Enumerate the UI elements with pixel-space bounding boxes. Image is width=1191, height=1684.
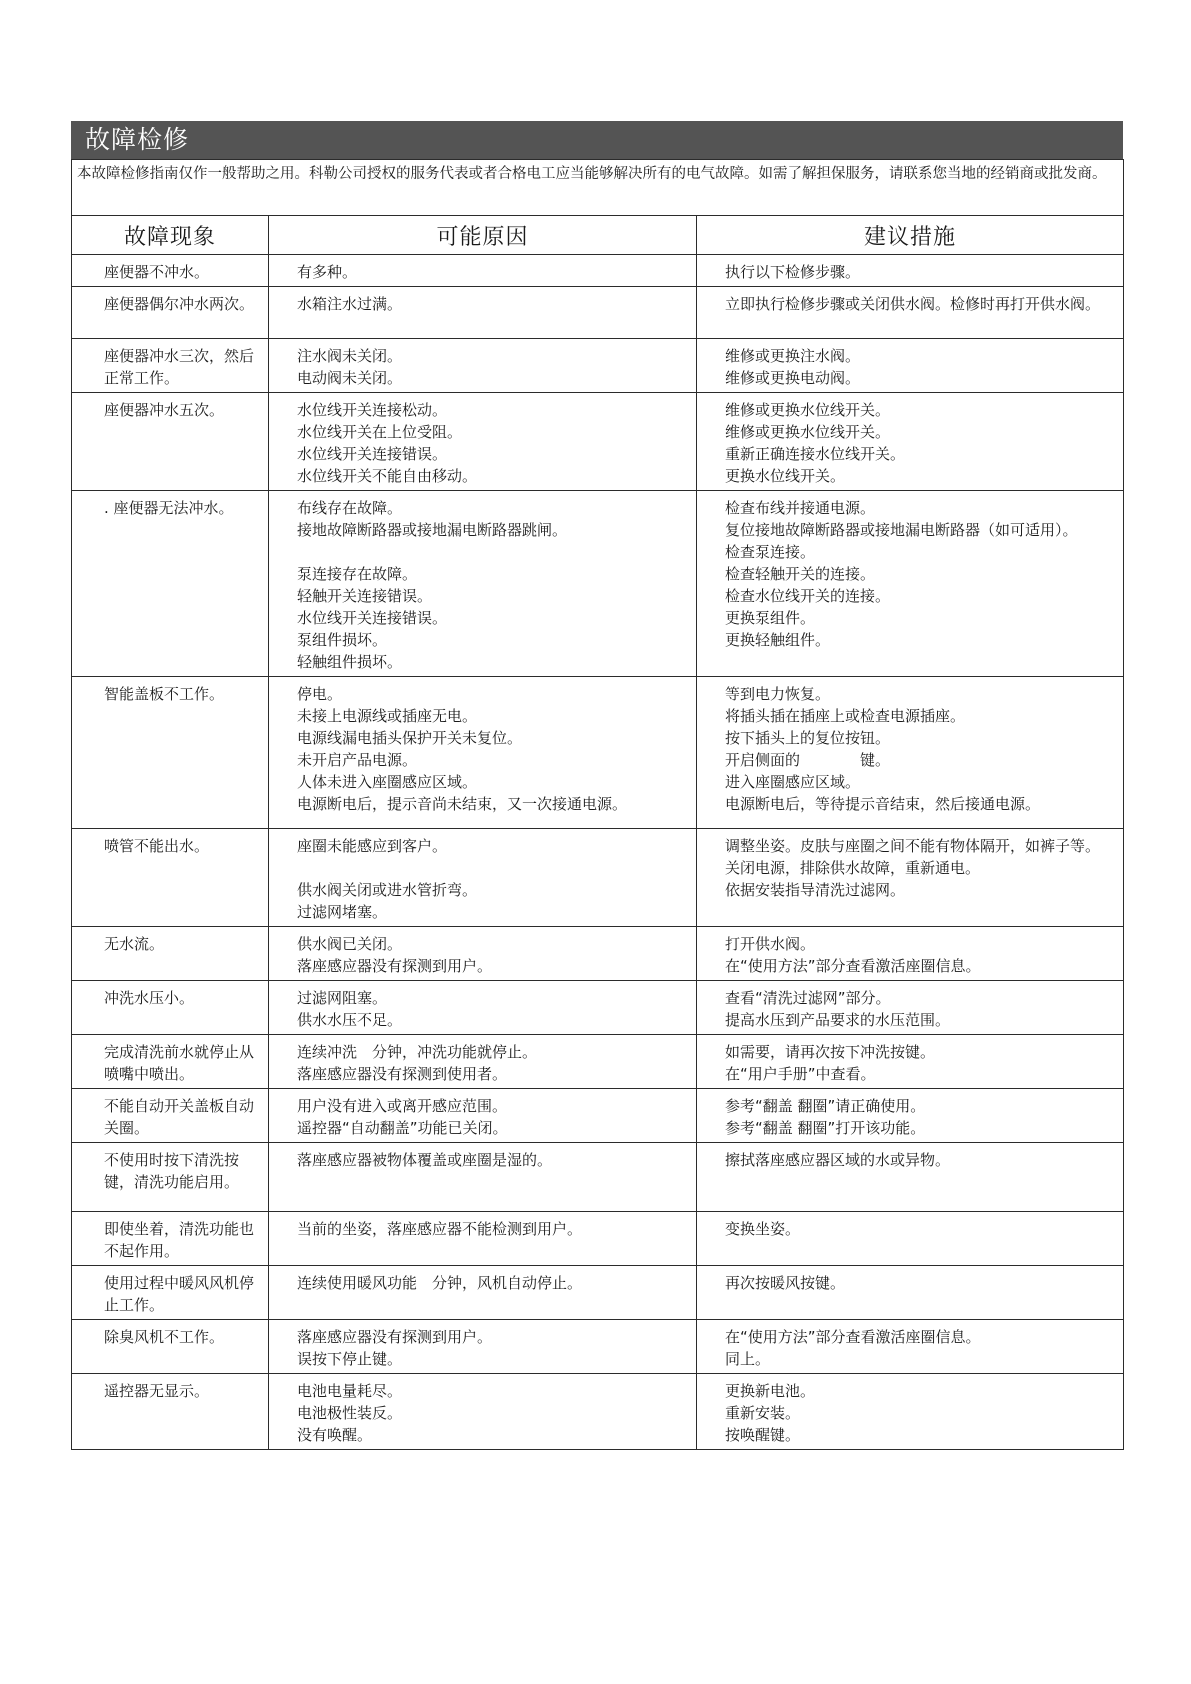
symptom-text: 座便器偶尔冲水两次。 bbox=[104, 295, 255, 313]
cause-line: 过滤网堵塞。 bbox=[297, 903, 388, 921]
cell-cause bbox=[269, 927, 697, 981]
header-cause: 可能原因 bbox=[269, 216, 697, 255]
table-row bbox=[72, 255, 1124, 287]
cell-symptom bbox=[72, 1266, 269, 1320]
table-row bbox=[72, 1089, 1124, 1143]
cell-cause bbox=[269, 1320, 697, 1374]
cell-symptom bbox=[72, 1143, 269, 1212]
table-row bbox=[72, 1035, 1124, 1089]
action-line: 维修或更换水位线开关。 bbox=[725, 401, 891, 419]
cause-line: 注水阀未关闭。 bbox=[297, 347, 403, 365]
cause-line: 水位线开关在上位受阻。 bbox=[297, 423, 463, 441]
cause-line: 电池电量耗尽。 bbox=[297, 1382, 403, 1400]
cause-line: 过滤网阻塞。 bbox=[297, 989, 388, 1007]
cell-symptom bbox=[72, 1212, 269, 1266]
cell-cause bbox=[269, 1374, 697, 1450]
cause-line: 电源断电后，提示音尚未结束，又一次接通电源。 bbox=[297, 795, 628, 813]
cause-line: 电源线漏电插头保护开关未复位。 bbox=[297, 729, 523, 747]
troubleshooting-section bbox=[71, 121, 1123, 1450]
cell-symptom bbox=[72, 255, 269, 287]
cell-symptom bbox=[72, 1320, 269, 1374]
action-line: 检查泵连接。 bbox=[725, 543, 816, 561]
action-line: 再次按暖风按键。 bbox=[725, 1274, 846, 1292]
cause-line: 当前的坐姿，落座感应器不能检测到用户。 bbox=[297, 1220, 583, 1238]
symptom-text: 遥控器无显示。 bbox=[104, 1382, 210, 1400]
cell-cause bbox=[269, 1089, 697, 1143]
action-line: 同上。 bbox=[725, 1350, 771, 1368]
cell-cause bbox=[269, 1035, 697, 1089]
action-line: 将插头插在插座上或检查电源插座。 bbox=[725, 707, 966, 725]
cell-symptom bbox=[72, 981, 269, 1035]
table-row bbox=[72, 981, 1124, 1035]
cell-cause bbox=[269, 255, 697, 287]
cause-line: 电池极性装反。 bbox=[297, 1404, 403, 1422]
cause-line: 人体未进入座圈感应区域。 bbox=[297, 773, 478, 791]
table-row bbox=[72, 1143, 1124, 1212]
action-line: 关闭电源，排除供水故障，重新通电。 bbox=[725, 859, 981, 877]
action-line: 在“使用方法”部分查看激活座圈信息。 bbox=[725, 957, 981, 975]
symptom-text: 冲洗水压小。 bbox=[104, 989, 195, 1007]
cause-line: 水位线开关连接错误。 bbox=[297, 609, 448, 627]
cell-action bbox=[697, 1089, 1124, 1143]
action-line: 等到电力恢复。 bbox=[725, 685, 831, 703]
action-line: 更换新电池。 bbox=[725, 1382, 816, 1400]
action-line: 调整坐姿。皮肤与座圈之间不能有物体隔开，如裤子等。 bbox=[725, 837, 1101, 855]
cell-action bbox=[697, 1266, 1124, 1320]
cell-cause bbox=[269, 1212, 697, 1266]
cell-symptom bbox=[72, 491, 269, 677]
table-row bbox=[72, 677, 1124, 829]
cell-action bbox=[697, 1320, 1124, 1374]
symptom-text: 完成清洗前水就停止从喷嘴中喷出。 bbox=[104, 1043, 255, 1083]
cell-symptom bbox=[72, 1374, 269, 1450]
table-row bbox=[72, 1266, 1124, 1320]
action-line: 在“使用方法”部分查看激活座圈信息。 bbox=[725, 1328, 981, 1346]
action-line: 提高水压到产品要求的水压范围。 bbox=[725, 1011, 951, 1029]
cell-cause bbox=[269, 829, 697, 927]
cell-cause bbox=[269, 981, 697, 1035]
header-symptom: 故障现象 bbox=[72, 216, 269, 255]
cell-action bbox=[697, 981, 1124, 1035]
cell-action bbox=[697, 255, 1124, 287]
intro-text: 本故障检修指南仅作一般帮助之用。科勒公司授权的服务代表或者合格电工应当能够解决所有的电气故障。如需了解担保服务，请联系您当地的经销商或批发商。 bbox=[72, 160, 1124, 216]
action-line: 按唤醒键。 bbox=[725, 1426, 801, 1444]
symptom-text: 不能自动开关盖板自动关圈。 bbox=[104, 1097, 255, 1137]
action-line: 参考“翻盖 翻圈”打开该功能。 bbox=[725, 1119, 926, 1137]
cell-action bbox=[697, 829, 1124, 927]
symptom-text: 喷管不能出水。 bbox=[104, 837, 210, 855]
cause-line: 水位线开关不能自由移动。 bbox=[297, 467, 478, 485]
header-row bbox=[72, 216, 1124, 255]
table-row bbox=[72, 1320, 1124, 1374]
cell-symptom bbox=[72, 339, 269, 393]
action-line: 立即执行检修步骤或关闭供水阀。检修时再打开供水阀。 bbox=[725, 295, 1101, 313]
symptom-text: 座便器冲水五次。 bbox=[104, 401, 225, 419]
action-line: 维修或更换水位线开关。 bbox=[725, 423, 891, 441]
cause-line: 落座感应器没有探测到用户。 bbox=[297, 1328, 493, 1346]
cell-symptom bbox=[72, 927, 269, 981]
action-line: 检查轻触开关的连接。 bbox=[725, 565, 876, 583]
cause-line: 落座感应器被物体覆盖或座圈是湿的。 bbox=[297, 1151, 553, 1169]
action-line: 重新正确连接水位线开关。 bbox=[725, 445, 906, 463]
cell-cause bbox=[269, 287, 697, 339]
header-action: 建议措施 bbox=[697, 216, 1124, 255]
cause-line: 电动阀未关闭。 bbox=[297, 369, 403, 387]
cell-symptom bbox=[72, 829, 269, 927]
action-line: 维修或更换电动阀。 bbox=[725, 369, 861, 387]
cause-line: 水箱注水过满。 bbox=[297, 295, 403, 313]
table-row bbox=[72, 393, 1124, 491]
cause-line: 误按下停止键。 bbox=[297, 1350, 403, 1368]
cause-line: 供水水压不足。 bbox=[297, 1011, 403, 1029]
symptom-text: 即使坐着，清洗功能也不起作用。 bbox=[104, 1220, 255, 1260]
cell-symptom bbox=[72, 287, 269, 339]
action-line: 参考“翻盖 翻圈”请正确使用。 bbox=[725, 1097, 926, 1115]
cause-line: 泵组件损坏。 bbox=[297, 631, 388, 649]
cell-action bbox=[697, 677, 1124, 829]
action-line: 复位接地故障断路器或接地漏电断路器（如可适用）。 bbox=[725, 521, 1078, 539]
cell-action bbox=[697, 1035, 1124, 1089]
cause-line: 泵连接存在故障。 bbox=[297, 565, 418, 583]
spacer bbox=[297, 541, 688, 563]
cell-action bbox=[697, 1374, 1124, 1450]
cause-line: 遥控器“自动翻盖”功能已关闭。 bbox=[297, 1119, 508, 1137]
table-row bbox=[72, 491, 1124, 677]
action-line: 依据安装指导清洗过滤网。 bbox=[725, 881, 906, 899]
action-line: 开启侧面的 键。 bbox=[725, 751, 891, 769]
cell-cause bbox=[269, 677, 697, 829]
action-line: 维修或更换注水阀。 bbox=[725, 347, 861, 365]
table-row bbox=[72, 339, 1124, 393]
cell-action bbox=[697, 491, 1124, 677]
cell-action bbox=[697, 287, 1124, 339]
table-row bbox=[72, 927, 1124, 981]
cause-line: 轻触组件损坏。 bbox=[297, 653, 403, 671]
cell-action bbox=[697, 1212, 1124, 1266]
intro-row bbox=[72, 160, 1124, 216]
table-row bbox=[72, 829, 1124, 927]
action-line: 按下插头上的复位按钮。 bbox=[725, 729, 891, 747]
cell-action bbox=[697, 1143, 1124, 1212]
action-line: 更换轻触组件。 bbox=[725, 631, 831, 649]
action-line: 变换坐姿。 bbox=[725, 1220, 801, 1238]
cell-cause bbox=[269, 339, 697, 393]
action-line: 检查布线并接通电源。 bbox=[725, 499, 876, 517]
section-title: 故障检修 bbox=[71, 121, 1123, 159]
symptom-text: 座便器不冲水。 bbox=[104, 263, 210, 281]
cause-line: 落座感应器没有探测到使用者。 bbox=[297, 1065, 508, 1083]
cause-line: 连续冲洗 分钟，冲洗功能就停止。 bbox=[297, 1043, 538, 1061]
troubleshooting-table bbox=[71, 159, 1124, 1450]
cause-line: 未开启产品电源。 bbox=[297, 751, 418, 769]
cause-line: 有多种。 bbox=[297, 263, 358, 281]
cause-line: 水位线开关连接松动。 bbox=[297, 401, 448, 419]
symptom-text: 除臭风机不工作。 bbox=[104, 1328, 225, 1346]
cell-symptom bbox=[72, 393, 269, 491]
symptom-text: 智能盖板不工作。 bbox=[104, 685, 225, 703]
table-row bbox=[72, 287, 1124, 339]
cause-line: 没有唤醒。 bbox=[297, 1426, 373, 1444]
cause-line: 供水阀已关闭。 bbox=[297, 935, 403, 953]
cause-line: 未接上电源线或插座无电。 bbox=[297, 707, 478, 725]
symptom-text: 座便器冲水三次，然后正常工作。 bbox=[104, 347, 255, 387]
cell-cause bbox=[269, 1143, 697, 1212]
symptom-text: 使用过程中暖风风机停止工作。 bbox=[104, 1274, 255, 1314]
cause-line: 座圈未能感应到客户。 bbox=[297, 837, 448, 855]
spacer bbox=[297, 857, 688, 879]
cell-action bbox=[697, 339, 1124, 393]
table-row bbox=[72, 1374, 1124, 1450]
action-line: 如需要，请再次按下冲洗按键。 bbox=[725, 1043, 936, 1061]
action-line: 重新安装。 bbox=[725, 1404, 801, 1422]
symptom-text: 无水流。 bbox=[104, 935, 165, 953]
symptom-text: 不使用时按下清洗按键，清洗功能启用。 bbox=[104, 1151, 240, 1191]
cell-symptom bbox=[72, 1089, 269, 1143]
cause-line: 接地故障断路器或接地漏电断路器跳闸。 bbox=[297, 521, 568, 539]
cell-cause bbox=[269, 1266, 697, 1320]
cell-cause bbox=[269, 491, 697, 677]
action-line: 电源断电后，等待提示音结束，然后接通电源。 bbox=[725, 795, 1041, 813]
action-line: 进入座圈感应区域。 bbox=[725, 773, 861, 791]
cause-line: 用户没有进入或离开感应范围。 bbox=[297, 1097, 508, 1115]
cause-line: 停电。 bbox=[297, 685, 343, 703]
action-line: 查看“清洗过滤网”部分。 bbox=[725, 989, 891, 1007]
cell-symptom bbox=[72, 1035, 269, 1089]
action-line: 在“用户手册”中查看。 bbox=[725, 1065, 876, 1083]
cause-line: 水位线开关连接错误。 bbox=[297, 445, 448, 463]
action-line: 打开供水阀。 bbox=[725, 935, 816, 953]
cause-line: 供水阀关闭或进水管折弯。 bbox=[297, 881, 478, 899]
action-line: 执行以下检修步骤。 bbox=[725, 263, 861, 281]
cell-cause bbox=[269, 393, 697, 491]
cause-line: 布线存在故障。 bbox=[297, 499, 403, 517]
cell-action bbox=[697, 927, 1124, 981]
action-line: 更换泵组件。 bbox=[725, 609, 816, 627]
action-line: 擦拭落座感应器区域的水或异物。 bbox=[725, 1151, 951, 1169]
table-row bbox=[72, 1212, 1124, 1266]
cell-action bbox=[697, 393, 1124, 491]
cause-line: 落座感应器没有探测到用户。 bbox=[297, 957, 493, 975]
cause-line: 连续使用暖风功能 分钟，风机自动停止。 bbox=[297, 1274, 583, 1292]
action-line: 检查水位线开关的连接。 bbox=[725, 587, 891, 605]
cause-line: 轻触开关连接错误。 bbox=[297, 587, 433, 605]
symptom-text: . 座便器无法冲水。 bbox=[104, 499, 234, 517]
cell-symptom bbox=[72, 677, 269, 829]
action-line: 更换水位线开关。 bbox=[725, 467, 846, 485]
